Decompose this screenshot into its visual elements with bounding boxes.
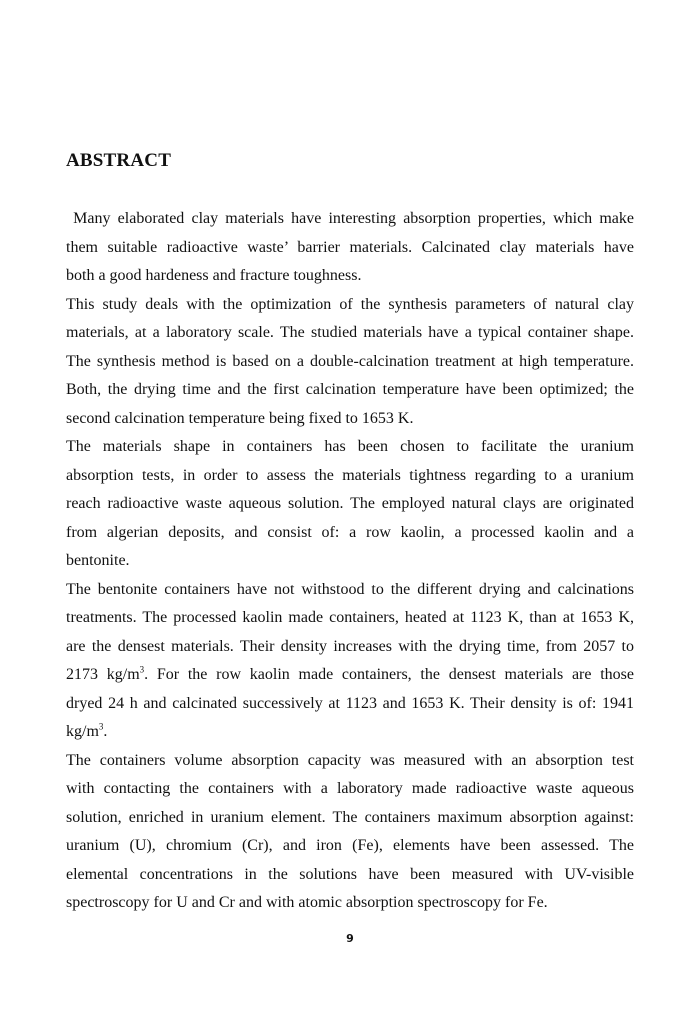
text-line: materials, at a laboratory scale. The studied materials have a typical container shape.: [66, 324, 634, 341]
text-fragment: .: [103, 723, 108, 740]
text-line: them suitable radioactive waste’ barrier materials. Calcinated clay materials have: [66, 238, 634, 256]
text-line: with contacting the containers with a laboratory made radioactive waste aqueous: [66, 780, 634, 797]
paragraph-4: [66, 576, 634, 747]
text-line: treatments. The processed kaolin made containers, heated at 1123 K, than at 1653 K,: [66, 609, 634, 626]
text-line: bentonite.: [66, 552, 130, 569]
text-line: The containers volume absorption capacity was measured with an absorption test: [66, 751, 634, 769]
text-line: This study deals with the optimization of the synthesis parameters of natural clay: [66, 295, 634, 313]
text-fragment: kg/m: [66, 723, 99, 740]
text-line: second calcination temperature being fixed to 1653 K.: [66, 409, 414, 427]
text-line-with-superscript: [66, 661, 634, 690]
text-line: spectroscopy for U and Cr and with atomic absorption spectroscopy for Fe.: [66, 894, 548, 911]
paragraph-2: [66, 291, 634, 434]
text-line: reach radioactive waste aqueous solution. The employed natural clays are originated: [66, 495, 634, 512]
paragraph-3: [66, 433, 634, 576]
paragraph-5: [66, 747, 634, 918]
text-fragment: 2173 kg/m: [66, 666, 140, 683]
text-line: The bentonite containers have not withstood to the different drying and calcinations: [66, 580, 634, 598]
text-line: Many elaborated clay materials have interesting absorption properties, which make: [66, 210, 634, 227]
text-line: from algerian deposits, and consist of: a row kaolin, a processed kaolin and a: [66, 523, 634, 541]
text-line: both a good hardeness and fracture toughness.: [66, 267, 362, 284]
text-line: solution, enriched in uranium element. The containers maximum absorption against:: [66, 808, 634, 826]
text-line: The synthesis method is based on a double-calcination treatment at high temperature.: [66, 352, 634, 370]
paragraph-1: [66, 205, 634, 291]
text-fragment: . For the row kaolin made containers, the densest materials are those: [144, 666, 635, 683]
superscript: 3: [98, 721, 104, 732]
page-number: 9: [346, 932, 354, 945]
text-line: absorption tests, in order to assess the materials tightness regarding to a uranium: [66, 466, 634, 484]
text-line-with-superscript: [66, 718, 634, 747]
text-line: dryed 24 h and calcinated successively at 1123 and 1653 K. Their density is of: 1941: [66, 694, 634, 712]
text-line: The materials shape in containers has been chosen to facilitate the uranium: [66, 438, 634, 455]
text-line: uranium (U), chromium (Cr), and iron (Fe), elements have been assessed. The: [66, 837, 634, 854]
superscript: 3: [139, 664, 145, 675]
abstract-heading: ABSTRACT: [66, 150, 172, 171]
text-line: Both, the drying time and the first calcination temperature have been optimized; the: [66, 381, 634, 398]
abstract-body: [66, 205, 634, 918]
text-line: elemental concentrations in the solutions have been measured with UV-visible: [66, 865, 634, 883]
text-line: are the densest materials. Their density increases with the drying time, from 2057 to: [66, 637, 634, 655]
